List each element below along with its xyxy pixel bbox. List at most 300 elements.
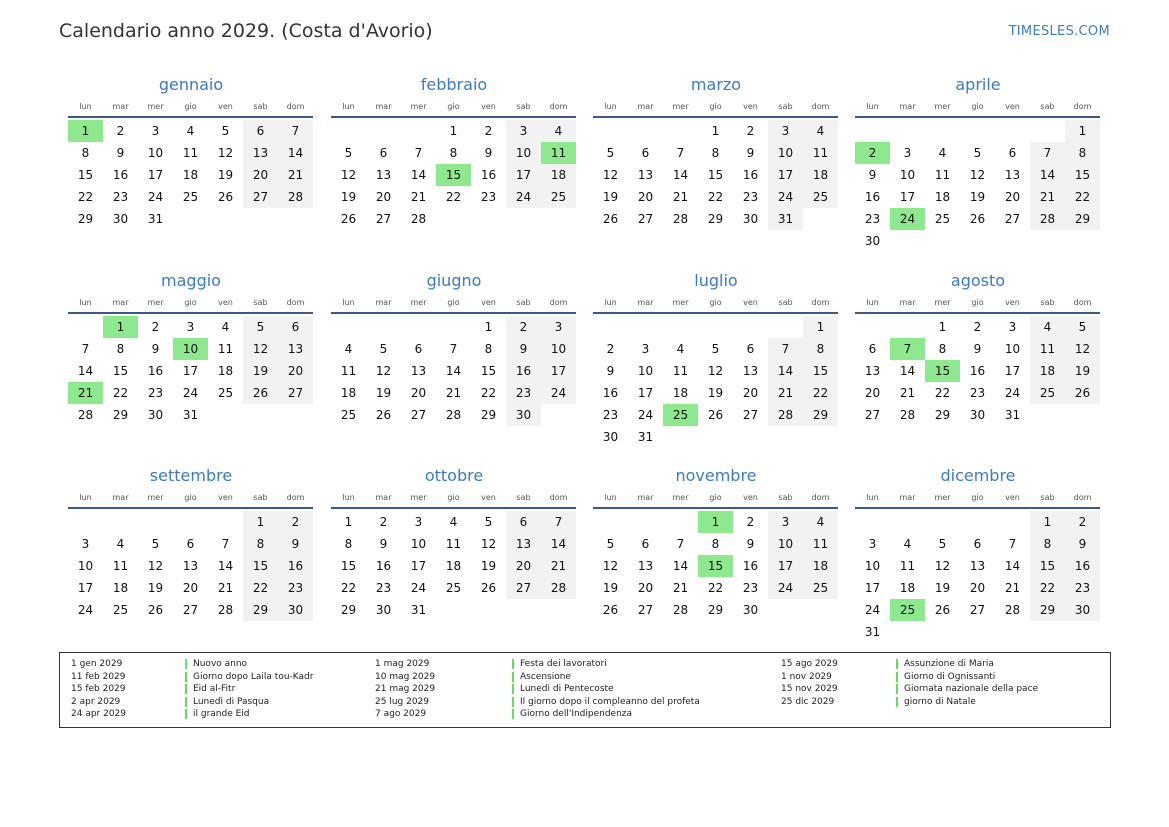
weekday-label: ven xyxy=(218,493,233,502)
month-divider xyxy=(593,312,838,314)
holiday-date: 25 dic 2029 xyxy=(781,696,835,707)
day-cell: 7 xyxy=(676,537,685,551)
day-cell: 18 xyxy=(182,168,199,182)
month-giugno xyxy=(331,270,577,426)
day-cell: 8 xyxy=(711,537,720,551)
month-febbraio xyxy=(331,74,577,230)
day-cell: 28 xyxy=(899,408,916,422)
day-cell: 13 xyxy=(637,559,654,573)
month-name: dicembre xyxy=(940,466,1016,485)
day-cell: 25 xyxy=(340,408,357,422)
day-cell: 26 xyxy=(707,408,724,422)
week-row xyxy=(593,533,839,555)
empty-cell xyxy=(593,316,628,338)
day-cell: 27 xyxy=(243,186,278,208)
day-cell: 12 xyxy=(375,364,392,378)
day-cell: 18 xyxy=(217,364,234,378)
day-cell: 20 xyxy=(506,555,541,577)
empty-cell xyxy=(173,208,208,230)
week-row xyxy=(331,186,577,208)
week-row xyxy=(331,164,577,186)
week-row xyxy=(331,555,577,577)
day-cell: 20 xyxy=(182,581,199,595)
empty-cell xyxy=(366,316,401,338)
month-ottobre xyxy=(331,465,577,621)
day-cell: 25 xyxy=(541,186,576,208)
day-cell: 25 xyxy=(1030,382,1065,404)
day-cell: 5 xyxy=(711,342,720,356)
week-row xyxy=(855,404,1101,426)
day-cell: 1 xyxy=(711,124,720,138)
day-cell: 19 xyxy=(934,581,951,595)
weekday-label: mer xyxy=(672,102,689,111)
day-cell: 30 xyxy=(147,408,164,422)
weekday-header xyxy=(68,296,314,310)
empty-cell xyxy=(1030,120,1065,142)
day-cell: 3 xyxy=(768,120,803,142)
weekday-label: mar xyxy=(375,493,392,502)
day-cell: 18 xyxy=(672,386,689,400)
weekday-label: mar xyxy=(112,493,129,502)
day-cell: 24 xyxy=(541,382,576,404)
week-row xyxy=(593,555,839,577)
day-cell: 26 xyxy=(340,212,357,226)
day-cell: 28 xyxy=(77,408,94,422)
week-row xyxy=(855,316,1101,338)
weekday-label: dom xyxy=(811,493,830,502)
empty-cell xyxy=(366,120,401,142)
month-divider xyxy=(331,312,576,314)
empty-cell xyxy=(331,120,366,142)
day-cell: 13 xyxy=(410,364,427,378)
week-row xyxy=(331,511,577,533)
month-name: aprile xyxy=(955,75,1001,94)
day-cell: 7 xyxy=(221,537,230,551)
empty-cell xyxy=(960,511,995,533)
day-cell: 25 xyxy=(217,386,234,400)
day-cell: 9 xyxy=(868,168,877,182)
weekday-label: mar xyxy=(637,298,654,307)
weekday-label: ven xyxy=(481,298,496,307)
day-cell: 11 xyxy=(899,559,916,573)
empty-cell xyxy=(331,316,366,338)
holiday-day-cell: 15 xyxy=(698,555,733,577)
month-name: febbraio xyxy=(420,75,488,94)
day-cell: 14 xyxy=(77,364,94,378)
day-cell: 23 xyxy=(742,190,759,204)
day-cell: 19 xyxy=(375,386,392,400)
day-cell: 6 xyxy=(973,537,982,551)
day-cell: 27 xyxy=(864,408,881,422)
day-cell: 1 xyxy=(1030,511,1065,533)
day-cell: 18 xyxy=(340,386,357,400)
day-cell: 25 xyxy=(803,186,838,208)
day-cell: 16 xyxy=(506,360,541,382)
month-agosto xyxy=(855,270,1101,426)
day-cell: 19 xyxy=(602,581,619,595)
week-row xyxy=(593,577,839,599)
day-cell: 21 xyxy=(541,555,576,577)
day-cell: 31 xyxy=(637,430,654,444)
holiday-day-cell: 2 xyxy=(855,142,890,164)
empty-cell xyxy=(733,426,768,448)
weekday-label: gio xyxy=(971,102,984,111)
day-cell: 30 xyxy=(375,603,392,617)
day-cell: 15 xyxy=(803,360,838,382)
empty-cell xyxy=(960,230,995,252)
week-row xyxy=(331,382,577,404)
week-row xyxy=(68,338,314,360)
day-cell: 28 xyxy=(217,603,234,617)
weekday-label: mer xyxy=(147,102,164,111)
weekday-label: ven xyxy=(1005,102,1020,111)
month-divider xyxy=(331,116,576,118)
empty-cell xyxy=(890,511,925,533)
week-row xyxy=(331,142,577,164)
day-cell: 9 xyxy=(379,537,388,551)
holiday-day-cell: 1 xyxy=(103,316,138,338)
weekday-label: sab xyxy=(516,298,531,307)
day-cell: 24 xyxy=(147,190,164,204)
day-cell: 15 xyxy=(707,168,724,182)
empty-cell xyxy=(471,208,506,230)
day-cell: 3 xyxy=(541,316,576,338)
month-divider xyxy=(855,116,1100,118)
day-cell: 26 xyxy=(1065,382,1100,404)
empty-cell xyxy=(803,426,838,448)
weekday-label: ven xyxy=(743,493,758,502)
weekday-label: dom xyxy=(811,102,830,111)
week-row xyxy=(68,555,314,577)
holiday-date: 1 mag 2029 xyxy=(375,659,430,669)
week-row xyxy=(593,208,839,230)
weekday-label: gio xyxy=(709,102,722,111)
day-cell: 15 xyxy=(480,364,497,378)
holiday-day-cell: 21 xyxy=(68,382,103,404)
empty-cell xyxy=(663,316,698,338)
day-cell: 1 xyxy=(803,316,838,338)
day-cell: 21 xyxy=(445,386,462,400)
day-cell: 2 xyxy=(506,316,541,338)
weekday-label: sab xyxy=(778,493,793,502)
day-cell: 18 xyxy=(112,581,129,595)
day-cell: 28 xyxy=(1030,208,1065,230)
day-cell: 12 xyxy=(217,146,234,160)
day-cell: 13 xyxy=(243,142,278,164)
holiday-day-cell: 1 xyxy=(698,511,733,533)
holiday-date: 7 ago 2029 xyxy=(375,709,427,720)
week-row xyxy=(855,164,1101,186)
holiday-date: 11 feb 2029 xyxy=(71,671,126,682)
day-cell: 7 xyxy=(1030,142,1065,164)
empty-cell xyxy=(278,404,313,426)
week-row xyxy=(855,230,1101,252)
day-cell: 16 xyxy=(742,559,759,573)
weekday-label: lun xyxy=(604,493,617,502)
day-cell: 7 xyxy=(676,146,685,160)
holiday-day-cell: 11 xyxy=(541,142,576,164)
day-cell: 10 xyxy=(506,142,541,164)
weekday-header xyxy=(855,100,1101,114)
empty-cell xyxy=(890,120,925,142)
day-cell: 5 xyxy=(243,316,278,338)
week-row xyxy=(331,338,577,360)
week-row xyxy=(331,577,577,599)
weekday-label: mer xyxy=(934,298,951,307)
weekday-header xyxy=(593,491,839,505)
empty-cell xyxy=(471,599,506,621)
day-cell: 20 xyxy=(278,360,313,382)
weekday-label: sab xyxy=(253,102,268,111)
empty-cell xyxy=(436,208,471,230)
week-row xyxy=(331,120,577,142)
empty-cell xyxy=(1065,230,1100,252)
holiday-name: Ascensione xyxy=(520,671,571,682)
day-cell: 18 xyxy=(803,164,838,186)
day-cell: 12 xyxy=(340,168,357,182)
day-cell: 5 xyxy=(151,537,160,551)
empty-cell xyxy=(925,621,960,643)
day-cell: 26 xyxy=(147,603,164,617)
day-cell: 8 xyxy=(938,342,947,356)
holiday-day-cell: 10 xyxy=(173,338,208,360)
week-row xyxy=(68,511,314,533)
weekday-header xyxy=(331,296,577,310)
day-cell: 19 xyxy=(707,386,724,400)
day-cell: 23 xyxy=(969,386,986,400)
day-cell: 6 xyxy=(243,120,278,142)
weekday-label: sab xyxy=(778,102,793,111)
day-cell: 3 xyxy=(1008,320,1017,334)
day-cell: 30 xyxy=(506,404,541,426)
day-cell: 23 xyxy=(147,386,164,400)
day-cell: 2 xyxy=(116,124,125,138)
day-cell: 14 xyxy=(541,533,576,555)
day-cell: 11 xyxy=(340,364,357,378)
day-cell: 27 xyxy=(637,212,654,226)
day-cell: 28 xyxy=(768,404,803,426)
weekday-label: ven xyxy=(218,102,233,111)
week-row xyxy=(68,577,314,599)
day-cell: 13 xyxy=(278,338,313,360)
empty-cell xyxy=(995,120,1030,142)
day-cell: 2 xyxy=(484,124,493,138)
holiday-name: Nuovo anno xyxy=(193,659,248,669)
empty-cell xyxy=(1065,621,1100,643)
day-cell: 16 xyxy=(147,364,164,378)
weekday-label: ven xyxy=(1005,298,1020,307)
weekday-label: mar xyxy=(375,298,392,307)
day-cell: 21 xyxy=(899,386,916,400)
empty-cell xyxy=(960,621,995,643)
day-cell: 17 xyxy=(899,190,916,204)
day-cell: 2 xyxy=(746,515,755,529)
empty-cell xyxy=(593,511,628,533)
day-cell: 23 xyxy=(1065,577,1100,599)
weekday-header xyxy=(593,296,839,310)
day-cell: 4 xyxy=(186,124,195,138)
day-cell: 30 xyxy=(602,430,619,444)
weekday-label: lun xyxy=(866,493,879,502)
weekday-label: sab xyxy=(253,493,268,502)
day-cell: 22 xyxy=(77,190,94,204)
day-cell: 9 xyxy=(746,537,755,551)
day-cell: 11 xyxy=(672,364,689,378)
empty-cell xyxy=(698,426,733,448)
day-cell: 3 xyxy=(186,320,195,334)
month-luglio xyxy=(593,270,839,448)
day-cell: 17 xyxy=(637,386,654,400)
month-name: agosto xyxy=(950,271,1006,290)
day-cell: 6 xyxy=(868,342,877,356)
day-cell: 4 xyxy=(803,511,838,533)
day-cell: 14 xyxy=(278,142,313,164)
empty-cell xyxy=(541,208,576,230)
day-cell: 16 xyxy=(278,555,313,577)
week-row xyxy=(855,533,1101,555)
day-cell: 5 xyxy=(938,537,947,551)
day-cell: 22 xyxy=(707,190,724,204)
day-cell: 23 xyxy=(278,577,313,599)
day-cell: 8 xyxy=(711,146,720,160)
week-row xyxy=(855,555,1101,577)
day-cell: 20 xyxy=(1004,190,1021,204)
day-cell: 8 xyxy=(1065,142,1100,164)
day-cell: 16 xyxy=(1065,555,1100,577)
holiday-name: Giorno dell'Indipendenza xyxy=(520,709,633,720)
week-row xyxy=(855,186,1101,208)
week-row xyxy=(593,186,839,208)
week-row xyxy=(855,208,1101,230)
day-cell: 19 xyxy=(243,360,278,382)
weekday-label: lun xyxy=(342,102,355,111)
holiday-day-cell: 24 xyxy=(890,208,925,230)
weekday-label: mer xyxy=(147,298,164,307)
day-cell: 21 xyxy=(768,382,803,404)
day-cell: 17 xyxy=(410,559,427,573)
holiday-name: Giornata nazionale della pace xyxy=(904,684,1039,695)
empty-cell xyxy=(401,120,436,142)
weekday-label: mer xyxy=(672,298,689,307)
day-cell: 14 xyxy=(445,364,462,378)
empty-cell xyxy=(628,511,663,533)
day-cell: 23 xyxy=(742,581,759,595)
month-name: maggio xyxy=(161,271,221,290)
month-name: luglio xyxy=(694,271,738,290)
day-cell: 7 xyxy=(449,342,458,356)
day-cell: 17 xyxy=(1004,364,1021,378)
day-cell: 12 xyxy=(243,338,278,360)
day-cell: 30 xyxy=(742,212,759,226)
day-cell: 22 xyxy=(340,581,357,595)
day-cell: 2 xyxy=(746,124,755,138)
empty-cell xyxy=(855,120,890,142)
day-cell: 14 xyxy=(672,559,689,573)
day-cell: 31 xyxy=(1004,408,1021,422)
month-divider xyxy=(68,312,313,314)
weekday-label: mer xyxy=(672,493,689,502)
weekday-header xyxy=(855,296,1101,310)
day-cell: 9 xyxy=(973,342,982,356)
empty-cell xyxy=(208,404,243,426)
empty-cell xyxy=(663,120,698,142)
day-cell: 21 xyxy=(1004,581,1021,595)
day-cell: 3 xyxy=(151,124,160,138)
week-row xyxy=(68,208,314,230)
day-cell: 21 xyxy=(278,164,313,186)
day-cell: 15 xyxy=(77,168,94,182)
day-cell: 5 xyxy=(606,146,615,160)
site-link[interactable]: TIMESLES.COM xyxy=(1008,24,1110,39)
day-cell: 14 xyxy=(410,168,427,182)
holiday-date: 25 lug 2029 xyxy=(375,696,429,707)
day-cell: 29 xyxy=(707,212,724,226)
day-cell: 10 xyxy=(410,537,427,551)
day-cell: 22 xyxy=(803,382,838,404)
empty-cell xyxy=(208,208,243,230)
empty-cell xyxy=(925,120,960,142)
empty-cell xyxy=(68,511,103,533)
day-cell: 16 xyxy=(742,168,759,182)
holiday-date: 21 mag 2029 xyxy=(375,684,436,695)
weekday-label: sab xyxy=(1040,298,1055,307)
weekday-label: gio xyxy=(184,102,197,111)
day-cell: 11 xyxy=(112,559,129,573)
weekday-label: mer xyxy=(934,493,951,502)
day-cell: 2 xyxy=(973,320,982,334)
weekday-label: lun xyxy=(604,298,617,307)
month-gennaio xyxy=(68,74,314,230)
day-cell: 26 xyxy=(480,581,497,595)
holiday-name: Eid al-Fitr xyxy=(193,684,236,695)
day-cell: 14 xyxy=(672,168,689,182)
day-cell: 11 xyxy=(182,146,199,160)
day-cell: 8 xyxy=(344,537,353,551)
holiday-date: 10 mag 2029 xyxy=(375,671,436,682)
day-cell: 21 xyxy=(672,581,689,595)
day-cell: 22 xyxy=(934,386,951,400)
empty-cell xyxy=(1030,621,1065,643)
day-cell: 12 xyxy=(934,559,951,573)
day-cell: 19 xyxy=(1065,360,1100,382)
week-row xyxy=(68,120,314,142)
day-cell: 5 xyxy=(379,342,388,356)
empty-cell xyxy=(855,316,890,338)
day-cell: 27 xyxy=(1004,212,1021,226)
day-cell: 28 xyxy=(672,603,689,617)
day-cell: 1 xyxy=(243,511,278,533)
day-cell: 16 xyxy=(375,559,392,573)
day-cell: 15 xyxy=(340,559,357,573)
day-cell: 6 xyxy=(746,342,755,356)
day-cell: 1 xyxy=(484,320,493,334)
day-cell: 12 xyxy=(602,559,619,573)
weekday-label: mar xyxy=(899,102,916,111)
day-cell: 2 xyxy=(151,320,160,334)
day-cell: 18 xyxy=(934,190,951,204)
empty-cell xyxy=(768,316,803,338)
week-row xyxy=(593,120,839,142)
day-cell: 24 xyxy=(77,603,94,617)
weekday-label: sab xyxy=(1040,493,1055,502)
day-cell: 31 xyxy=(182,408,199,422)
day-cell: 3 xyxy=(768,511,803,533)
day-cell: 3 xyxy=(506,120,541,142)
day-cell: 6 xyxy=(1008,146,1017,160)
day-cell: 10 xyxy=(864,559,881,573)
day-cell: 14 xyxy=(1030,164,1065,186)
day-cell: 29 xyxy=(803,404,838,426)
